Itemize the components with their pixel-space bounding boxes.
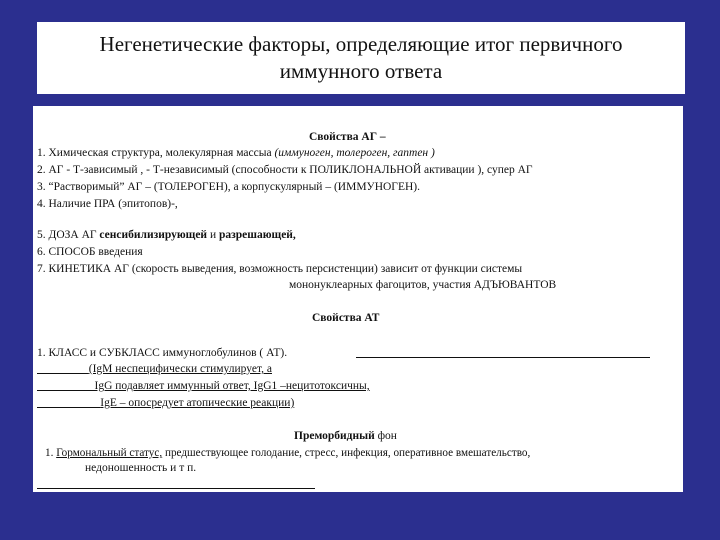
at-item-1: 1. КЛАСС и СУБКЛАСС иммуноглобулинов ( АТ). bbox=[37, 347, 288, 359]
at-sub-1-text: (IgM неспецифически стимулирует, а bbox=[88, 363, 272, 375]
ag-item-4: 4. Наличие ПРА (эпитопов)-, bbox=[37, 198, 178, 210]
ag-heading: Свойства АГ – bbox=[309, 131, 386, 143]
ag-item-1-text: 1. Химическая структура, молекулярная массыа bbox=[37, 147, 275, 159]
title-line-1: Негенетические факторы, определяющие итог первичного bbox=[99, 32, 623, 56]
ag-item-1 bbox=[37, 146, 435, 160]
ag-item-3: 3. “Растворимый” АГ – (ТОЛЕРОГЕН), а корпускулярный – (ИММУНОГЕН). bbox=[37, 181, 420, 193]
premorbid-item-1-underlined: Гормональный статус, bbox=[56, 447, 163, 459]
premorbid-item-1-line-2: недоношенность и т п. bbox=[85, 462, 197, 474]
at-sub-3-text: IgE – опосредует атопические реакции) bbox=[100, 397, 295, 409]
ag-item-5-mid: и bbox=[207, 229, 219, 241]
bottom-rule bbox=[37, 488, 315, 489]
ag-item-5-bold-2: разрешающей, bbox=[218, 229, 296, 241]
ag-item-6: 6. СПОСОБ введения bbox=[37, 246, 143, 258]
premorbid-heading-bold: Преморбидный bbox=[294, 430, 375, 442]
ag-item-5-prefix: 5. ДОЗА АГ bbox=[37, 229, 100, 241]
ag-item-5-bold-1: сенсибилизирующей bbox=[99, 229, 208, 241]
at-sub-1 bbox=[37, 362, 272, 376]
title-line-2: иммунного ответа bbox=[279, 59, 443, 83]
ag-item-5 bbox=[37, 228, 296, 242]
ag-item-1-italic: (иммуноген, толероген, гаптен ) bbox=[274, 147, 435, 159]
at-item-1-underline bbox=[356, 357, 650, 358]
premorbid-heading-rest: фон bbox=[374, 430, 397, 442]
premorbid-item-1-number: 1. bbox=[45, 447, 57, 459]
ag-item-2: 2. АГ - Т-зависимый , - Т-независимый (способности к ПОЛИКЛОНАЛЬНОЙ активации ), супер АГ bbox=[37, 164, 533, 176]
slide-title bbox=[100, 31, 623, 85]
premorbid-item-1 bbox=[45, 446, 530, 460]
ag-item-7-line-2: мононуклеарных фагоцитов, участия АДЪЮВАНТОВ bbox=[289, 279, 557, 291]
ag-item-7-line-1: 7. КИНЕТИКА АГ (скорость выведения, возможность персистенции) зависит от функции системы bbox=[37, 263, 523, 275]
at-sub-2 bbox=[37, 379, 370, 393]
at-sub-2-text: IgG подавляет иммунный ответ, IgG1 –нецитотоксичны, bbox=[94, 380, 370, 392]
premorbid-item-1-rest: предшествующее голодание, стресс, инфекция, оперативное вмешательство, bbox=[162, 447, 531, 459]
premorbid-heading bbox=[294, 429, 397, 443]
at-sub-3 bbox=[37, 396, 294, 410]
title-box bbox=[37, 22, 685, 94]
content-box bbox=[33, 106, 683, 492]
at-heading: Свойства АТ bbox=[312, 312, 380, 324]
